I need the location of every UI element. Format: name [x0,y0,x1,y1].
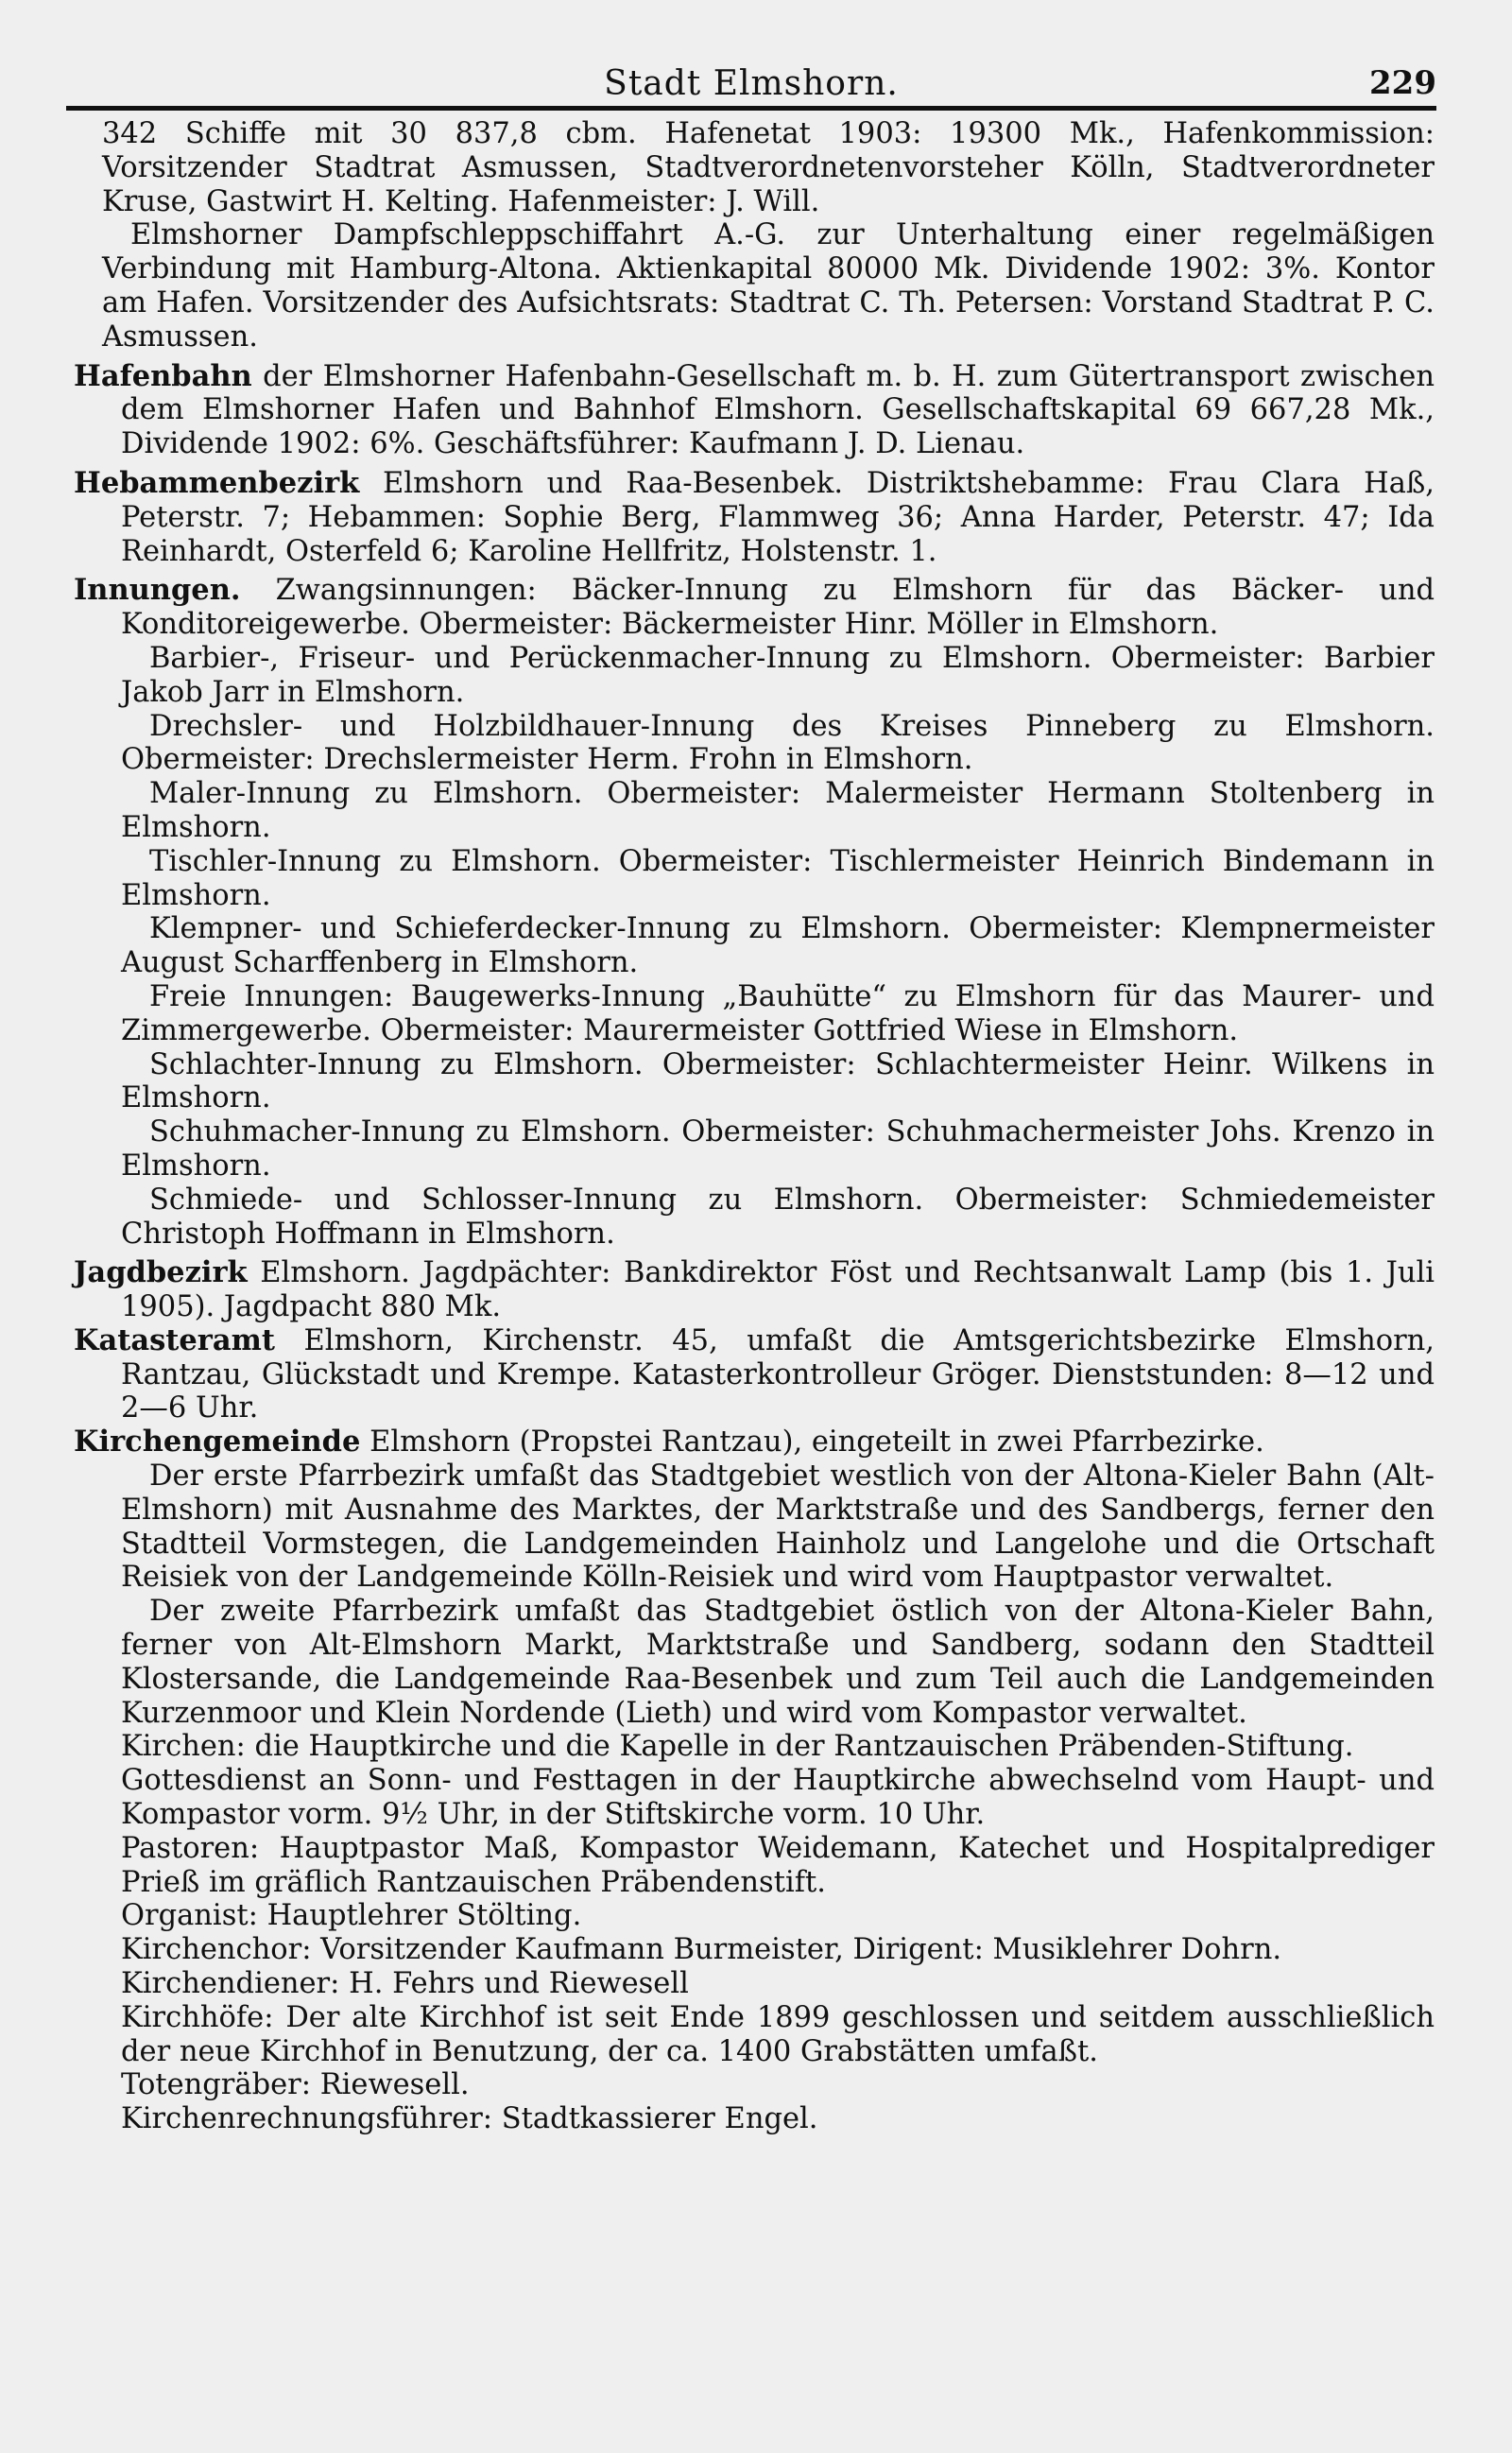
innung-schmiede: Schmiede- und Schlosser-Innung zu Elmshorn. Obermeister: Schmiedemeister Christoph Hoffmann in Elmshorn. [121,1183,1435,1251]
page-body [74,117,1435,2136]
entry-heading: Hebammenbezirk [74,465,360,500]
entry-hebammenbezirk [74,467,1435,568]
innung-tischler: Tischler-Innung zu Elmshorn. Obermeister: Tischlermeister Heinrich Bindemann in Elmshorn. [121,844,1435,912]
header-rule [66,106,1436,111]
innung-schuhmacher: Schuhmacher-Innung zu Elmshorn. Obermeister: Schuhmachermeister Johs. Krenzo in Elmshorn. [121,1115,1435,1183]
entry-kirchengemeinde [74,1425,1435,1460]
page-header [66,59,1436,106]
kirchenchor: Kirchenchor: Vorsitzender Kaufmann Burmeister, Dirigent: Musiklehrer Dohrn. [121,1933,1282,1967]
innung-drechsler: Drechsler- und Holzbildhauer-Innung des Kreises Pinneberg zu Elmshorn. Obermeister: Drechslermeister Herm. Frohn in Elmshorn. [121,709,1435,777]
kirchendiener: Kirchendiener: H. Fehrs und Riewesell [121,1967,689,2001]
innung-schlachter: Schlachter-Innung zu Elmshorn. Obermeister: Schlachtermeister Heinr. Wilkens in Elmshorn. [121,1047,1435,1115]
entry-heading: Jagdbezirk [74,1255,248,1290]
running-title: Stadt Elmshorn. [604,64,899,103]
innung-maler: Maler-Innung zu Elmshorn. Obermeister: Malermeister Hermann Stoltenberg in Elmshorn. [121,777,1435,844]
paragraph-hafen-continued: 342 Schiffe mit 30 837,8 cbm. Hafenetat 1903: 19300 Mk., Hafenkommission: Vorsitzender Stadtrat Asmussen, Stadtverordnetenvorsteher Kölln, Stadtverordneter Kruse, Gastwirt H. Kelting. Hafenmeister: J. Will. [102,117,1435,218]
entry-text: der Elmshorner Hafenbahn-Gesellschaft m. b. H. zum Gütertransport zwischen dem Elmshorner Hafen und Bahnhof Elmshorn. Gesellschaftskapital 69 667,28 Mk., Dividende 1902: 6%. Geschäftsführer: Kaufmann J. D. Lienau. [121,359,1435,461]
paragraph-dampfschleppschiffahrt: Elmshorner Dampfschleppschiffahrt A.-G. zur Unterhaltung einer regelmäßigen Verbindung mit Hamburg-Altona. Aktienkapital 80000 Mk. Dividende 1902: 3%. Kontor am Hafen. Vorsitzender des Aufsichtsrats: Stadtrat C. Th. Petersen: Vorstand Stadtrat P. C. Asmussen. [102,218,1435,354]
innung-barbier: Barbier-, Friseur- und Perückenmacher-Innung zu Elmshorn. Obermeister: Barbier Jakob Jarr in Elmshorn. [121,641,1435,709]
innung-bauhuette: Freie Innungen: Baugewerks-Innung „Bauhütte“ zu Elmshorn für das Maurer- und Zimmergewerbe. Obermeister: Maurermeister Gottfried Wiese in Elmshorn. [121,979,1435,1047]
entry-text: Elmshorn (Propstei Rantzau), eingeteilt in zwei Pfarrbezirke. [369,1425,1264,1460]
kirchhoefe: Kirchhöfe: Der alte Kirchhof ist seit Ende 1899 geschlossen und seitdem ausschließlich der neue Kirchhof in Benutzung, der ca. 1400 Grabstätten umfaßt. [121,2000,1435,2068]
entry-heading: Innungen. [74,573,241,608]
gottesdienst: Gottesdienst an Sonn- und Festtagen in der Hauptkirche abwechselnd vom Haupt- und Kompastor vorm. 9½ Uhr, in der Stiftskirche vorm. 10 Uhr. [121,1764,1435,1832]
entry-heading: Kirchengemeinde [74,1425,361,1460]
entry-heading: Katasteramt [74,1322,275,1357]
entry-text: Elmshorn, Kirchenstr. 45, umfaßt die Amtsgerichtsbezirke Elmshorn, Rantzau, Glückstadt und Krempe. Katasterkontrolleur Gröger. Dienststunden: 8—12 und 2—6 Uhr. [121,1323,1435,1425]
entry-text: Elmshorn. Jagdpächter: Bankdirektor Föst und Rechtsanwalt Lamp (bis 1. Juli 1905). Jagdpacht 880 Mk. [121,1256,1435,1324]
pfarrbezirk-zweiter: Der zweite Pfarrbezirk umfaßt das Stadtgebiet östlich von der Altona-Kieler Bahn, ferner von Alt-Elmshorn Markt, Marktstraße und Sandberg, sodann den Stadtteil Klostersande, die Landgemeinde Raa-Besenbek und zum Teil auch die Landgemeinden Kurzenmoor und Klein Nordende (Lieth) und wird vom Kompastor verwaltet. [121,1595,1435,1730]
organist: Organist: Hauptlehrer Stölting. [121,1899,582,1933]
innung-klempner: Klempner- und Schieferdecker-Innung zu Elmshorn. Obermeister: Klempnermeister August Scharffenberg in Elmshorn. [121,912,1435,980]
page-number: 229 [1369,64,1436,102]
entry-innungen [74,574,1435,642]
pfarrbezirk-erster: Der erste Pfarrbezirk umfaßt das Stadtgebiet westlich von der Altona-Kieler Bahn (Alt-Elmshorn) mit Ausnahme des Marktes, der Marktstraße und des Sandbergs, ferner den Stadtteil Vormstegen, die Landgemeinden Hainholz und Langelohe und die Ortschaft Reisiek von der Landgemeinde Kölln-Reisiek und wird vom Hauptpastor verwaltet. [121,1460,1435,1595]
entry-jagdbezirk [74,1256,1435,1324]
kirchen: Kirchen: die Hauptkirche und die Kapelle in der Rantzauischen Präbenden-Stiftung. [121,1730,1354,1764]
totengraeber: Totengräber: Riewesell. [121,2068,470,2102]
entry-text: Elmshorn und Raa-Besenbek. Distriktshebamme: Frau Clara Haß, Peterstr. 7; Hebammen: Sophie Berg, Flammweg 36; Anna Harder, Peterstr. 47; Ida Reinhardt, Osterfeld 6; Karoline Hellfritz, Holstenstr. 1. [121,466,1435,568]
entry-heading: Hafenbahn [74,358,252,393]
entry-text: Zwangsinnungen: Bäcker-Innung zu Elmshorn für das Bäcker- und Konditoreigewerbe. Obermeister: Bäckermeister Hinr. Möller in Elmshorn. [121,574,1435,642]
kirchenrechnungsfuehrer: Kirchenrechnungsführer: Stadtkassierer Engel. [121,2102,818,2136]
entry-katasteramt [74,1324,1435,1425]
entry-hafenbahn [74,360,1435,461]
pastoren: Pastoren: Hauptpastor Maß, Kompastor Weidemann, Katechet und Hospitalprediger Prieß im gräflich Rantzauischen Präbendenstift. [121,1831,1435,1899]
